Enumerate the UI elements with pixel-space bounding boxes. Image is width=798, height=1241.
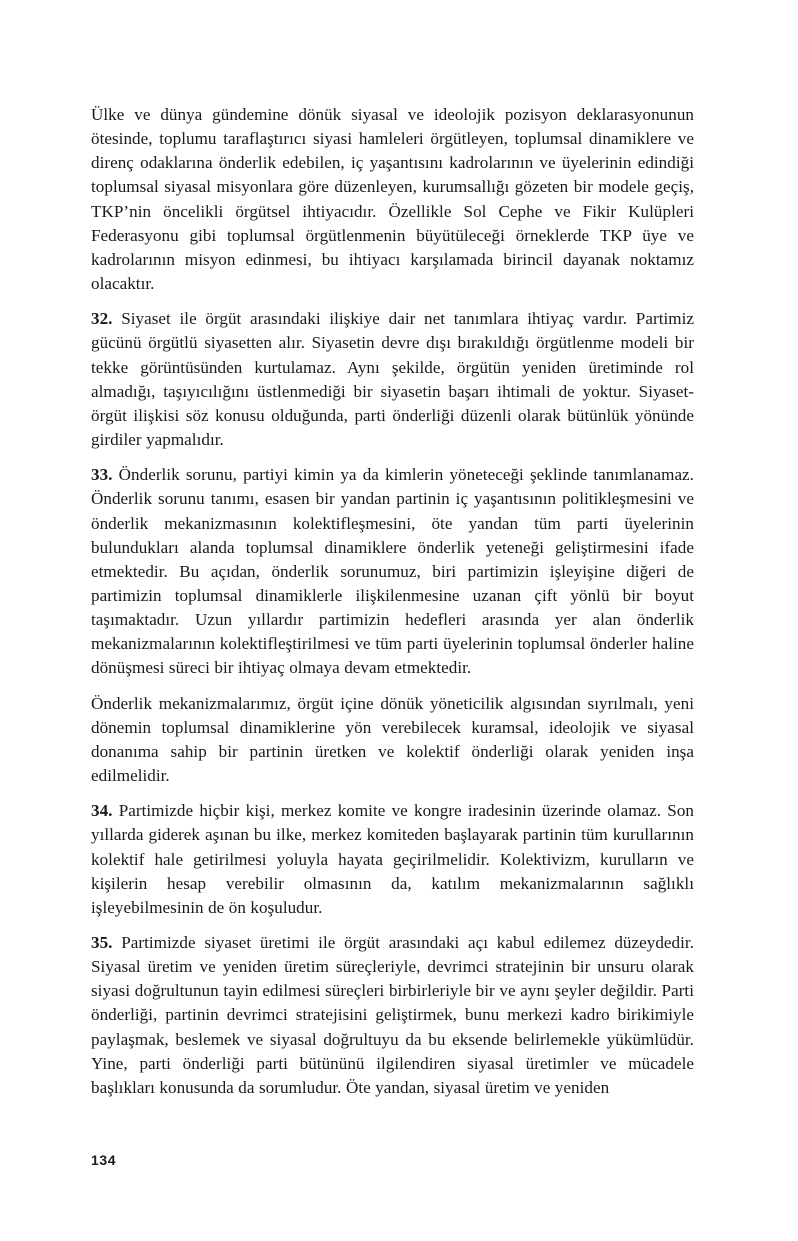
paragraph-onderlik-mekanizmalari [91, 692, 694, 789]
paragraph-text: Önderlik mekanizmalarımız, örgüt içine dönük yöneticilik algısından sıyrılmalı, yeni dönemin toplumsal dinamiklerine yön verebilecek kuramsal, ideolojik ve siyasal donanıma sahip bir partinin üretken ve kolektif önderliği olarak yeniden inşa edilmelidir. [91, 693, 694, 786]
paragraph-text: Önderlik sorunu, partiyi kimin ya da kimlerin yöneteceği şeklinde tanımlanamaz. Önderlik sorunu tanımı, esasen bir yandan partinin iç yaşantısının politikleşmesini ve önderlik mekanizmasının kolektifleşmesini, öte yandan tüm parti üyelerinin bulundukları alanda toplumsal dinamiklere önderlik yeteneği geliştirmesini ifade etmektedir. Bu açıdan, önderlik sorunumuz, biri partimizin işleyişine diğeri de partimizin toplumsal dinamiklerle ilişkilenmesine uzanan çift yönlü bir boyut taşımaktadır. Uzun yıllardır partimizin hedefleri arasında yer alan önderlik mekanizmalarının kolektifleştirilmesi ve tüm parti üyelerinin toplumsal önderler haline dönüşmesi süreci bir ihtiyaç olmaya devam etmektedir. [91, 465, 694, 678]
paragraph-number: 35. [91, 933, 113, 952]
paragraph-text: Partimizde hiçbir kişi, merkez komite ve kongre iradesinin üzerinde olamaz. Son yıllarda giderek aşınan bu ilke, merkez komiteden başlayarak partinin tüm kurullarının kolektif hale getirilmesi yoluyla hayata geçirilmelidir. Kolektivizm, kurulların ve kişilerin hesap verebilir olmasının da, katılım mekanizmalarının sağlıklı işleyebilmesinin de ön koşuludur. [91, 801, 694, 917]
paragraph-number: 34. [91, 801, 113, 821]
paragraph-32 [91, 307, 694, 452]
body-text-column [91, 103, 694, 1100]
paragraph-33 [91, 463, 694, 680]
paragraph-number: 33. [91, 465, 113, 485]
paragraph-text: Partimizde siyaset üretimi ile örgüt arasındaki açı kabul edilemez düzeydedir. Siyasal üretim ve yeniden üretim süreçleriyle, devrimci stratejinin bir unsuru olarak siyasi doğrultunun tayin edilmesi süreçleri birbirleriyle bir ve aynı şeyler değildir. Parti önderliği, partinin devrimci stratejisini geliştirmek, bunu merkezi kadro birikimiyle paylaşmak, beslemek ve siyasal doğrultuyu da bu eksende belirlemekle yükümlüdür. Yine, parti önderliği parti bütününü ilgilendiren siyasal üretimler ve mücadele başlıkları konusunda da sorumludur. Öte yandan, siyasal üretim ve yeniden [91, 933, 694, 1097]
paragraph-34 [91, 799, 694, 920]
paragraph-number: 32. [91, 309, 113, 329]
paragraph-35 [91, 931, 694, 1100]
paragraph-intro [91, 103, 694, 296]
paragraph-text: Siyaset ile örgüt arasındaki ilişkiye dair net tanımlara ihtiyaç vardır. Partimiz gücünü örgütlü siyasetten alır. Siyasetin devre dışı bırakıldığı örgütlenme modeli bir tekke görüntüsünden kurtulamaz. Aynı şekilde, örgütün yeniden üretiminde rol almadığı, taşıyıcılığını üstlenmediği bir siyasetin başarı ihtimali de yoktur. Siyaset-örgüt ilişkisi söz konusu olduğunda, parti önderliği düzenli olarak bütünlük yönünde girdiler yapmalıdır. [91, 309, 694, 450]
page-number: 134 [91, 1152, 117, 1168]
paragraph-text: Ülke ve dünya gündemine dönük siyasal ve ideolojik pozisyon deklarasyonunun ötesinde, toplumu taraflaştırıcı siyasi hamleleri örgütleyen, toplumsal dinamiklere ve direnç odaklarına önderlik edebilen, iç yaşantısını kadrolarının ve üyelerinin edindiği toplumsal siyasal misyonlara göre düzenleyen, kurumsallığı gözeten bir modele geçiş, TKP’nin öncelikli örgütsel ihtiyacıdır. Özellikle Sol Cephe ve Fikir Kulüpleri Federasyonu gibi toplumsal örgütlenmenin büyütüleceği örneklerde TKP üye ve kadrolarının misyon edinmesi, bu ihtiyacı karşılamada birincil dayanak noktamız olacaktır. [91, 105, 694, 294]
